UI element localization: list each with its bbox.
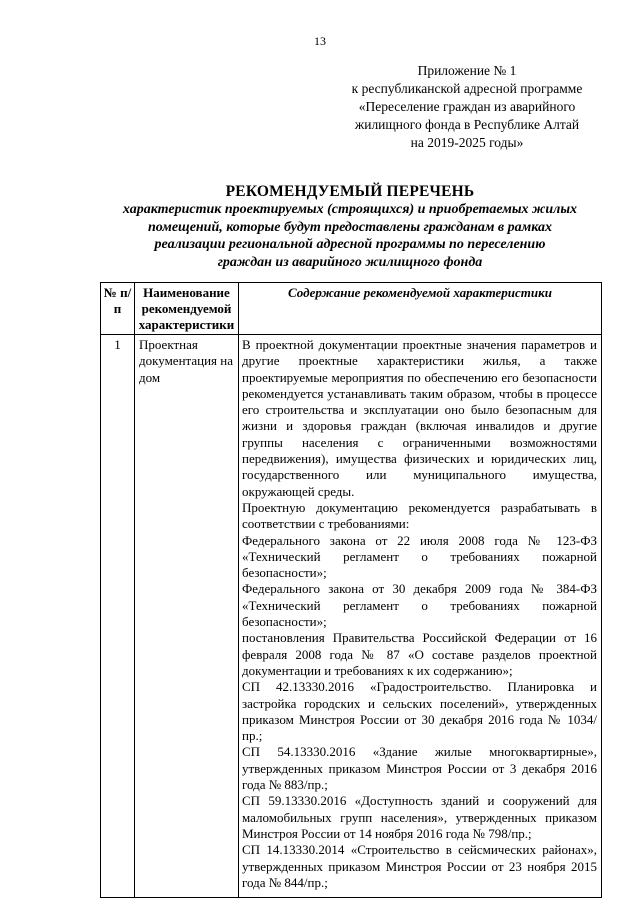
- content-paragraph: СП 14.13330.2014 «Строительство в сейсмических районах», утвержденных приказом Минстроя России от 23 ноября 2015 года № 844/пр.;: [242, 842, 597, 890]
- page-number: 13: [314, 34, 326, 48]
- appendix-note: [330, 62, 604, 152]
- title-sub-line: характеристик проектируемых (строящихся) и приобретаемых жилых: [122, 202, 578, 217]
- header-name: Наименование рекомендуемой характеристики: [135, 283, 239, 335]
- content-paragraph: Проектную документацию рекомендуется разрабатывать в соответствии с требованиями:: [242, 499, 597, 532]
- content-paragraph: Федерального закона от 30 декабря 2009 года № 384-ФЗ «Технический регламент о требованиях пожарной безопасности»;: [242, 581, 597, 630]
- appendix-line: Приложение № 1: [417, 63, 517, 78]
- appendix-line: к республиканской адресной программе: [351, 81, 583, 96]
- content-paragraph: Федерального закона от 22 июля 2008 года № 123-ФЗ «Технический регламент о требованиях пожарной безопасности»;: [242, 532, 597, 581]
- appendix-line: «Переселение граждан из аварийного: [358, 99, 576, 114]
- content-paragraph: В проектной документации проектные значения параметров и другие проектные характеристики жилья, а также проектируемые мероприятия по обеспечению его безопасности рекомендуется устанавливать таким образом, чтобы в процессе его строительства и эксплуатации оно было безопасным для жизни и здоровья граждан (включая инвалидов и другие группы населения с ограниченными возможностями передвижения), имущества физических и юридических лиц, государственного или муниципального имущества, окружающей среды.: [242, 337, 597, 499]
- content-paragraph: постановления Правительства Российской Федерации от 16 февраля 2008 года № 87 «О составе разделов проектной документации и требованиях к их содержанию»;: [242, 630, 597, 678]
- content-paragraph: СП 42.13330.2016 «Градостроительство. Планировка и застройка городских и сельских поселений», утвержденных приказом Минстроя России от 30 декабря 2016 года № 1034/пр.;: [242, 679, 597, 744]
- characteristics-table: [100, 282, 602, 898]
- header-number: № п/п: [101, 283, 135, 335]
- header-content: Содержание рекомендуемой характеристики: [239, 283, 602, 335]
- table-header-row: [101, 283, 602, 335]
- table-row: [101, 335, 602, 898]
- appendix-line: на 2019-2025 годы»: [410, 135, 524, 150]
- appendix-line: жилищного фонда в Республике Алтай: [354, 117, 580, 132]
- title-sub-line: помещений, которые будут предоставлены гражданам в рамках: [147, 219, 553, 235]
- content-paragraph: СП 59.13330.2016 «Доступность зданий и сооружений для маломобильных групп населения», утвержденных приказом Минстроя России от 14 ноября 2016 года № 798/пр.;: [242, 793, 597, 841]
- row-content: [239, 335, 602, 898]
- title-subtitle: [100, 201, 600, 271]
- title-sub-line: реализации региональной адресной программы по переселению: [154, 237, 546, 253]
- document-title: [100, 183, 600, 271]
- row-name: Проектная документация на дом: [135, 335, 239, 898]
- row-number: 1: [101, 335, 135, 898]
- title-sub-line: граждан из аварийного жилищного фонда: [217, 254, 483, 270]
- title-main: РЕКОМЕНДУЕМЫЙ ПЕРЕЧЕНЬ: [225, 183, 475, 200]
- content-paragraph: СП 54.13330.2016 «Здание жилые многоквартирные», утвержденных приказом Минстроя России от 3 декабря 2016 года № 883/пр.;: [242, 744, 597, 793]
